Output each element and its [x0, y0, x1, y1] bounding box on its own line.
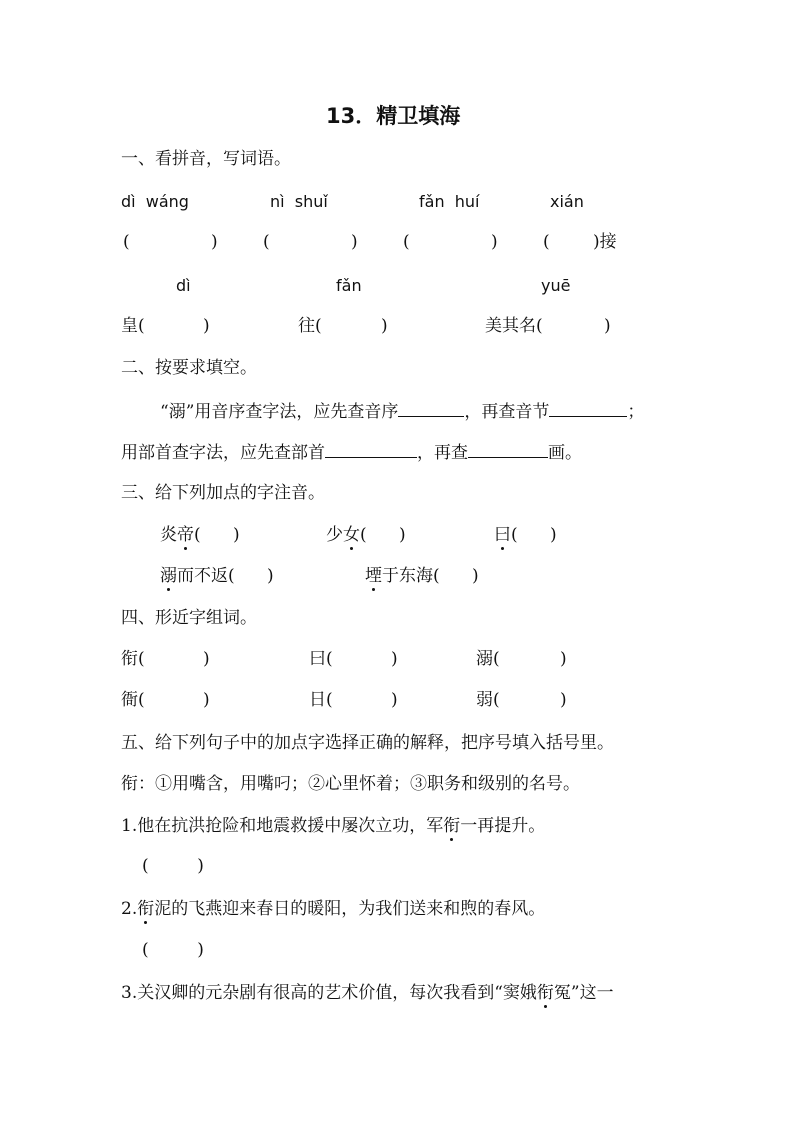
phonetic-item[interactable] [160, 525, 240, 545]
dotted-char: 衔 [137, 899, 155, 919]
answer-paren-close: ) [351, 232, 358, 252]
definition-line: 衔：①用嘴含，用嘴叼；②心里怀着；③职务和级别的名号。 [121, 774, 580, 794]
phonetic-item[interactable] [326, 525, 406, 545]
answer-paren-open[interactable]: ( [403, 232, 410, 252]
phonetic-item[interactable] [160, 566, 274, 586]
answer-paren-close: )接 [593, 232, 617, 252]
fill-blank[interactable] [325, 441, 417, 458]
fill-blank[interactable] [468, 441, 548, 458]
item-paren: 于东海( ) [382, 566, 479, 586]
word-group-close: ) [560, 649, 567, 669]
answer-paren-close: ) [491, 232, 498, 252]
word-blank-close: ) [203, 316, 210, 336]
word-group-close: ) [560, 690, 567, 710]
word-group-close: ) [391, 690, 398, 710]
pinyin-7: yuē [541, 276, 571, 295]
fill-text: 用部首查字法，应先查部首 [121, 443, 325, 463]
answer-paren-open[interactable]: ( [263, 232, 270, 252]
pinyin-2: nì shuǐ [270, 192, 328, 211]
dotted-char: 曰 [494, 525, 511, 545]
section-2-heading: 二、按要求填空。 [121, 358, 257, 378]
fill-text: ； [627, 402, 645, 422]
question-text: 泥的飞燕迎来春日的暖阳，为我们送来和煦的春风。 [154, 899, 546, 919]
fill-text: 画。 [548, 443, 582, 463]
pinyin-4: xián [550, 192, 584, 211]
answer-paren-close: ) [211, 232, 218, 252]
section-4-heading: 四、形近字组词。 [121, 608, 257, 628]
fill-text: “溺”用音序查字法，应先查音序 [160, 402, 399, 422]
section-1-heading: 一、看拼音，写词语。 [121, 149, 291, 169]
word-group-blank[interactable]: 衔( [121, 649, 145, 669]
item-paren: ( ) [360, 525, 406, 545]
fill-blank[interactable] [398, 400, 464, 417]
item-text: 少 [326, 525, 343, 545]
item-paren: 而不返( ) [177, 566, 274, 586]
fill-line-2 [121, 441, 582, 463]
pinyin-6: fǎn [336, 276, 362, 295]
item-paren: ( ) [511, 525, 557, 545]
question-text: 3.关汉卿的元杂剧有很高的艺术价值，每次我看到“窦娥 [121, 983, 537, 1003]
word-group-blank[interactable]: 衙( [121, 690, 145, 710]
word-group-blank[interactable]: 日( [309, 690, 333, 710]
answer-paren-open[interactable]: ( [543, 232, 550, 252]
dotted-char: 堙 [365, 566, 382, 586]
phonetic-item[interactable] [365, 566, 479, 586]
fill-text: ，再查 [417, 443, 468, 463]
word-blank[interactable]: 往( [298, 316, 322, 336]
question-2 [121, 899, 545, 919]
word-group-blank[interactable]: 弱( [476, 690, 500, 710]
answer-paren[interactable]: ( ) [142, 940, 204, 960]
question-1 [121, 816, 545, 836]
word-group-blank[interactable]: 曰( [309, 649, 333, 669]
dotted-char: 帝 [177, 525, 194, 545]
page-title: 13．精卫填海 [326, 104, 461, 128]
word-group-close: ) [391, 649, 398, 669]
phonetic-item[interactable] [494, 525, 557, 545]
answer-paren[interactable]: ( ) [142, 856, 204, 876]
dotted-char: 衔 [536, 983, 554, 1003]
question-text: 一再提升。 [460, 816, 546, 836]
word-group-close: ) [203, 649, 210, 669]
word-blank-close: ) [604, 316, 611, 336]
question-text: 2. [121, 899, 138, 919]
word-blank[interactable]: 美其名( [485, 316, 543, 336]
word-group-blank[interactable]: 溺( [476, 649, 500, 669]
item-paren: ( ) [194, 525, 240, 545]
question-text: 冤”这一 [553, 983, 614, 1003]
dotted-char: 溺 [160, 566, 177, 586]
fill-text: ，再查音节 [464, 402, 550, 422]
word-blank-close: ) [381, 316, 388, 336]
word-group-close: ) [203, 690, 210, 710]
pinyin-3: fǎn huí [419, 192, 480, 211]
pinyin-5: dì [176, 276, 191, 295]
word-blank[interactable]: 皇( [121, 316, 145, 336]
dotted-char: 衔 [443, 816, 461, 836]
answer-paren-open[interactable]: ( [123, 232, 130, 252]
dotted-char: 女 [343, 525, 360, 545]
section-5-heading: 五、给下列句子中的加点字选择正确的解释，把序号填入括号里。 [121, 733, 614, 753]
section-3-heading: 三、给下列加点的字注音。 [121, 483, 325, 503]
question-3 [121, 983, 614, 1003]
pinyin-1: dì wáng [121, 192, 189, 211]
question-text: 1.他在抗洪抢险和地震救援中屡次立功，军 [121, 816, 444, 836]
fill-blank[interactable] [549, 400, 627, 417]
fill-line-1 [160, 400, 644, 422]
item-text: 炎 [160, 525, 177, 545]
